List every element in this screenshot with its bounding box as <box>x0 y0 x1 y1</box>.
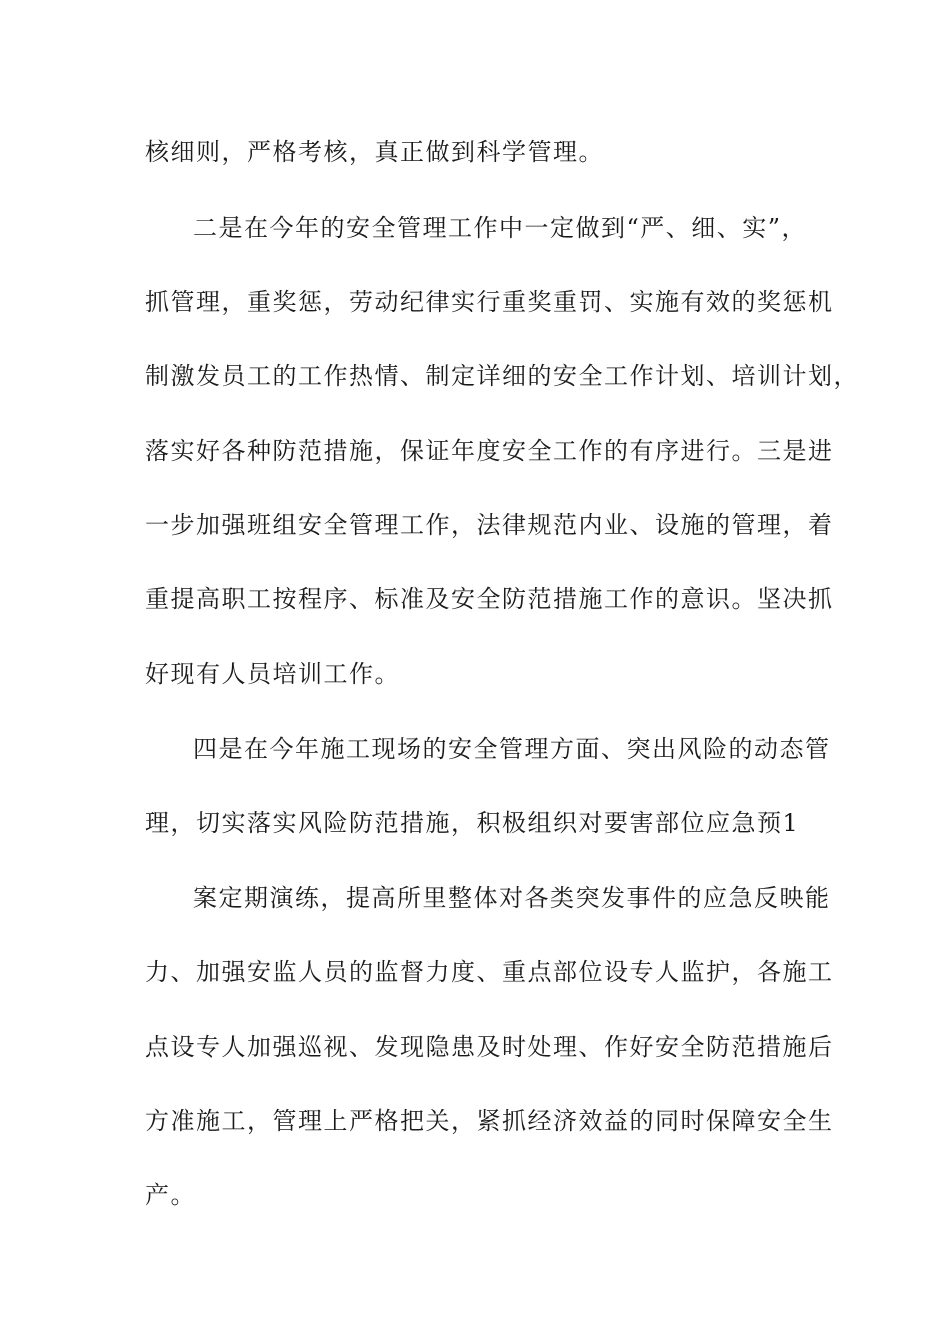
text-line: 点设专人加强巡视、发现隐患及时处理、作好安全防范措施后 <box>145 1033 834 1061</box>
text-line: 重提高职工按程序、标准及安全防范措施工作的意识。坚决抓 <box>145 585 834 613</box>
text-line: 四是在今年施工现场的安全管理方面、突出风险的动态管 <box>193 735 831 763</box>
text-line: 二是在今年的安全管理工作中一定做到“严、细、实”， <box>193 214 808 242</box>
text-line: 抓管理，重奖惩，劳动纪律实行重奖重罚、实施有效的奖惩机 <box>145 288 834 316</box>
text-line: 力、加强安监人员的监督力度、重点部位设专人监护，各施工 <box>145 958 834 986</box>
text-line: 好现有人员培训工作。 <box>145 660 400 688</box>
text-line: 产。 <box>145 1181 196 1209</box>
text-line: 核细则，严格考核，真正做到科学管理。 <box>145 138 604 166</box>
text-line: 落实好各种防范措施，保证年度安全工作的有序进行。三是进 <box>145 437 834 465</box>
text-line: 制激发员工的工作热情、制定详细的安全工作计划、培训计划， <box>145 362 859 390</box>
text-line: 案定期演练，提高所里整体对各类突发事件的应急反映能 <box>193 884 831 912</box>
text-line: 方准施工，管理上严格把关，紧抓经济效益的同时保障安全生 <box>145 1107 834 1135</box>
text-line: 理，切实落实风险防范措施，积极组织对要害部位应急预1 <box>145 809 800 837</box>
text-line: 一步加强班组安全管理工作，法律规范内业、设施的管理，着 <box>145 511 834 539</box>
